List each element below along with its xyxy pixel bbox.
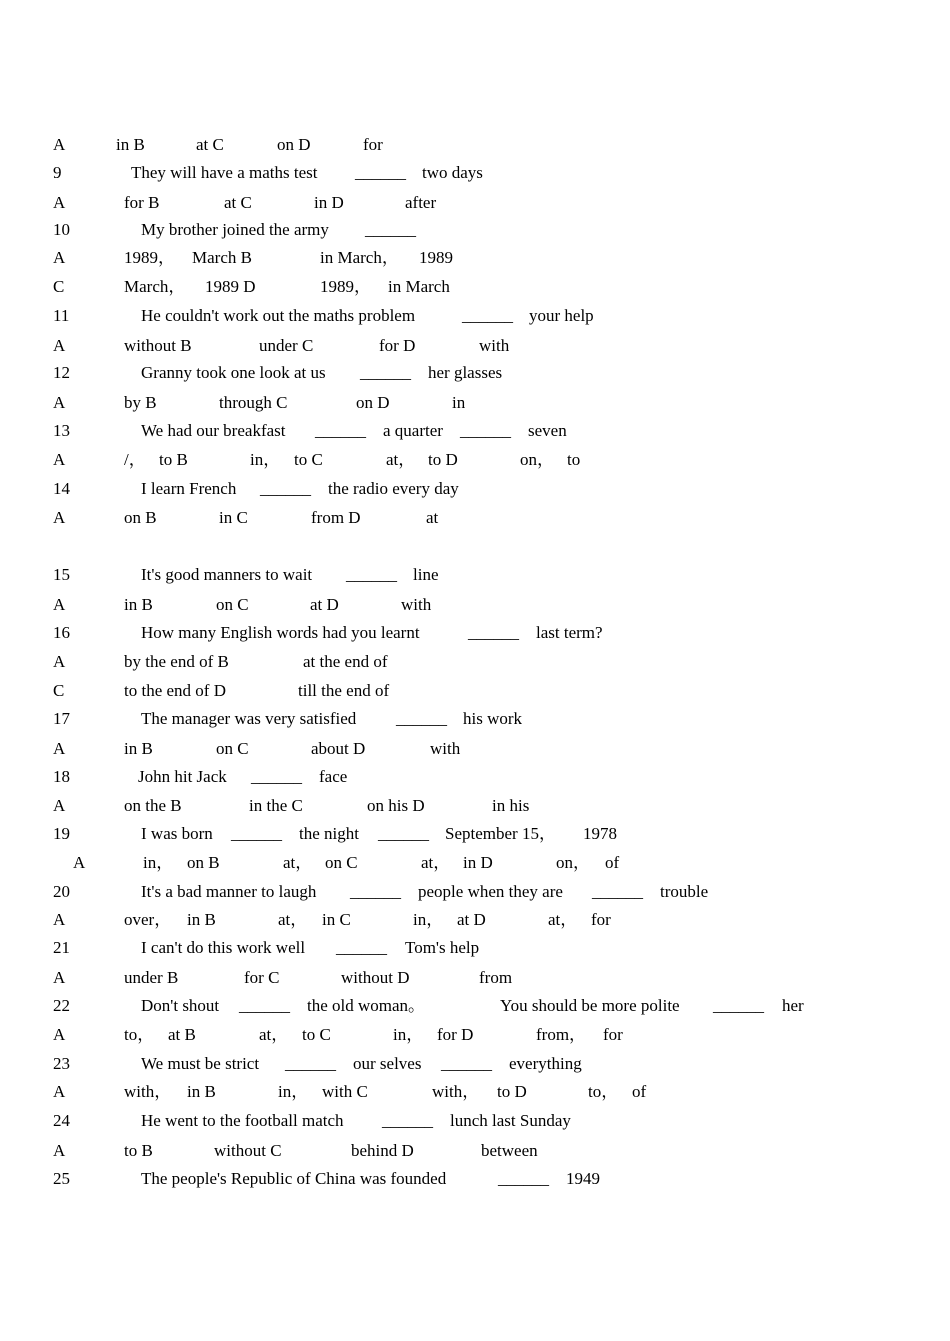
text-segment: everything (509, 1054, 582, 1073)
text-line (0, 651, 950, 677)
text-line (0, 1110, 950, 1136)
text-segment: How many English words had you learnt (141, 623, 420, 642)
text-segment: under C (259, 336, 314, 355)
text-segment: 16 (53, 623, 70, 642)
text-segment: 1989， (320, 277, 371, 296)
text-segment: He went to the football match (141, 1111, 344, 1130)
text-segment: people when they are (418, 882, 563, 901)
text-segment: by the end of B (124, 652, 229, 671)
answer-blank: ______ (441, 1054, 492, 1073)
text-line (0, 507, 950, 533)
text-segment: in the C (249, 796, 303, 815)
text-segment: 19 (53, 824, 70, 843)
text-segment: behind D (351, 1141, 414, 1160)
text-segment: for D (379, 336, 416, 355)
text-segment: 1989， (124, 248, 175, 267)
text-line (0, 219, 950, 245)
answer-blank: ______ (462, 306, 513, 325)
answer-blank: ______ (360, 363, 411, 382)
text-segment: in， (250, 450, 281, 469)
text-segment: of (605, 853, 620, 872)
text-line (0, 162, 950, 188)
text-line (0, 995, 950, 1021)
text-segment: A (53, 450, 66, 469)
text-segment: face (319, 767, 348, 786)
text-segment: at， (283, 853, 313, 872)
text-segment: to B (159, 450, 188, 469)
text-segment: to C (294, 450, 323, 469)
text-segment: at B (168, 1025, 196, 1044)
text-segment: on D (356, 393, 390, 412)
text-segment: A (53, 1025, 66, 1044)
text-segment: in March， (320, 248, 399, 267)
text-segment: for C (244, 968, 280, 987)
text-line (0, 967, 950, 993)
text-segment: 11 (53, 306, 70, 325)
text-segment: the radio every day (328, 479, 459, 498)
text-segment: on C (325, 853, 358, 872)
text-segment: 20 (53, 882, 70, 901)
answer-blank: ______ (315, 421, 366, 440)
text-segment: on， (520, 450, 554, 469)
answer-blank: ______ (239, 996, 290, 1015)
answer-blank: ______ (378, 824, 429, 843)
text-segment: It's good manners to wait (141, 565, 313, 584)
text-segment: in his (492, 796, 530, 815)
answer-blank: ______ (260, 479, 311, 498)
answer-blank: ______ (231, 824, 282, 843)
text-segment: in， (143, 853, 174, 872)
text-segment: 24 (53, 1111, 70, 1130)
text-segment: in B (116, 135, 145, 154)
text-segment: your help (529, 306, 594, 325)
answer-blank: ______ (285, 1054, 336, 1073)
text-line (0, 392, 950, 418)
text-segment: in D (463, 853, 493, 872)
text-line (0, 766, 950, 792)
text-segment: to B (124, 1141, 153, 1160)
text-segment: in， (393, 1025, 424, 1044)
answer-blank: ______ (460, 421, 511, 440)
text-segment: last term? (536, 623, 603, 642)
text-segment: 14 (53, 479, 70, 498)
text-line (0, 823, 950, 849)
text-segment: 21 (53, 938, 70, 957)
text-segment: for B (124, 193, 160, 212)
text-line (0, 478, 950, 504)
text-segment: 1949 (566, 1169, 600, 1188)
text-segment: We must be strict (141, 1054, 260, 1073)
text-segment: to， (588, 1082, 619, 1101)
text-segment: A (53, 652, 66, 671)
text-segment: in， (413, 910, 444, 929)
text-segment: with C (322, 1082, 368, 1101)
text-segment: at C (224, 193, 252, 212)
text-segment: on the B (124, 796, 182, 815)
text-segment: her (782, 996, 804, 1015)
text-line (0, 192, 950, 218)
text-segment: at， (278, 910, 308, 929)
text-line (0, 134, 950, 160)
text-segment: A (53, 968, 66, 987)
answer-blank: ______ (713, 996, 764, 1015)
text-segment: to the end of D (124, 681, 226, 700)
text-line (0, 1024, 950, 1050)
text-segment: C (53, 681, 65, 700)
text-segment: on C (216, 739, 249, 758)
answer-blank: ______ (498, 1169, 549, 1188)
text-segment: A (53, 393, 66, 412)
text-segment: to C (302, 1025, 331, 1044)
answer-blank: ______ (355, 163, 406, 182)
text-segment: I learn French (141, 479, 237, 498)
text-segment: between (481, 1141, 538, 1160)
text-segment: at D (457, 910, 486, 929)
text-segment: I was born (141, 824, 213, 843)
text-segment: A (53, 336, 66, 355)
text-segment: A (53, 508, 66, 527)
text-segment: of (632, 1082, 647, 1101)
text-segment: 13 (53, 421, 70, 440)
text-segment: from (479, 968, 513, 987)
text-segment: A (53, 1082, 66, 1101)
text-segment: line (413, 565, 439, 584)
text-segment: for (591, 910, 611, 929)
text-line (0, 881, 950, 907)
text-segment: 1978 (583, 824, 617, 843)
text-segment: in (452, 393, 466, 412)
text-segment: from D (311, 508, 361, 527)
text-segment: I can't do this work well (141, 938, 306, 957)
text-segment: on C (216, 595, 249, 614)
text-segment: in， (278, 1082, 309, 1101)
answer-blank: ______ (350, 882, 401, 901)
text-line (0, 564, 950, 590)
text-segment: We had our breakfast (141, 421, 286, 440)
text-segment: on B (124, 508, 157, 527)
text-segment: John hit Jack (138, 767, 227, 786)
answer-blank: ______ (365, 220, 416, 239)
text-segment: They will have a maths test (131, 163, 318, 182)
text-line (0, 305, 950, 331)
text-segment: A (53, 248, 66, 267)
text-line (0, 1168, 950, 1194)
text-line (0, 909, 950, 935)
text-segment: A (53, 135, 66, 154)
text-segment: without B (124, 336, 192, 355)
text-segment: 1989 D (205, 277, 256, 296)
text-segment: by B (124, 393, 157, 412)
text-segment: at， (548, 910, 578, 929)
text-segment: his work (463, 709, 523, 728)
text-line (0, 335, 950, 361)
text-segment: at， (386, 450, 416, 469)
text-segment: in March (388, 277, 450, 296)
text-segment: a quarter (383, 421, 443, 440)
text-segment: in B (187, 910, 216, 929)
text-segment: on his D (367, 796, 425, 815)
text-segment: A (53, 595, 66, 614)
answer-blank: ______ (396, 709, 447, 728)
text-segment: about D (311, 739, 366, 758)
text-segment: her glasses (428, 363, 503, 382)
text-segment: 9 (53, 163, 62, 182)
text-segment: The manager was very satisfied (141, 709, 357, 728)
text-segment: without D (341, 968, 410, 987)
text-segment: Granny took one look at us (141, 363, 326, 382)
text-segment: 17 (53, 709, 70, 728)
text-segment: to (567, 450, 581, 469)
text-segment: trouble (660, 882, 709, 901)
text-segment: till the end of (298, 681, 390, 700)
text-line (0, 449, 950, 475)
text-segment: C (53, 277, 65, 296)
text-segment: on， (556, 853, 590, 872)
text-segment: A (53, 796, 66, 815)
text-segment: for D (437, 1025, 474, 1044)
text-segment: 10 (53, 220, 70, 239)
text-segment: on B (187, 853, 220, 872)
text-line (0, 1140, 950, 1166)
text-segment: 22 (53, 996, 70, 1015)
text-segment: to， (124, 1025, 155, 1044)
text-segment: in C (219, 508, 248, 527)
text-line (0, 738, 950, 764)
text-segment: at the end of (303, 652, 388, 671)
text-line (0, 276, 950, 302)
text-segment: 1989 (419, 248, 453, 267)
text-segment: Don't shout (141, 996, 220, 1015)
text-line (0, 937, 950, 963)
text-line (0, 362, 950, 388)
answer-blank: ______ (346, 565, 397, 584)
text-line (0, 680, 950, 706)
text-segment: at D (310, 595, 339, 614)
text-segment: the night (299, 824, 359, 843)
text-segment: 18 (53, 767, 70, 786)
text-segment: over， (124, 910, 172, 929)
text-segment: A (53, 1141, 66, 1160)
text-segment: in B (187, 1082, 216, 1101)
text-segment: He couldn't work out the maths problem (141, 306, 416, 325)
text-segment: My brother joined the army (141, 220, 329, 239)
text-segment: our selves (353, 1054, 422, 1073)
text-segment: to D (497, 1082, 527, 1101)
text-line (0, 420, 950, 446)
text-segment: in B (124, 739, 153, 758)
text-line (0, 852, 950, 878)
text-line (0, 795, 950, 821)
answer-blank: ______ (336, 938, 387, 957)
text-segment: at (426, 508, 439, 527)
text-line (0, 1081, 950, 1107)
text-segment: to D (428, 450, 458, 469)
text-segment: You should be more polite (500, 996, 680, 1015)
text-segment: A (53, 910, 66, 929)
text-segment: 25 (53, 1169, 70, 1188)
text-segment: at， (421, 853, 451, 872)
text-segment: A (53, 739, 66, 758)
answer-blank: ______ (382, 1111, 433, 1130)
text-segment: /， (124, 450, 146, 469)
text-line (0, 1053, 950, 1079)
text-segment: 15 (53, 565, 70, 584)
text-segment: 23 (53, 1054, 70, 1073)
text-segment: lunch last Sunday (450, 1111, 571, 1130)
answer-blank: ______ (592, 882, 643, 901)
text-segment: 12 (53, 363, 70, 382)
text-segment: the old woman。 (307, 996, 426, 1015)
text-segment: two days (422, 163, 483, 182)
text-segment: The people's Republic of China was founded (141, 1169, 447, 1188)
text-segment: through C (219, 393, 288, 412)
text-segment: with (479, 336, 510, 355)
text-segment: in D (314, 193, 344, 212)
text-segment: after (405, 193, 437, 212)
answer-blank: ______ (251, 767, 302, 786)
text-line (0, 622, 950, 648)
text-segment: seven (528, 421, 567, 440)
text-segment: March， (124, 277, 186, 296)
text-segment: in C (322, 910, 351, 929)
text-segment: Tom's help (405, 938, 480, 957)
text-line (0, 594, 950, 620)
text-segment: for (603, 1025, 623, 1044)
text-segment: A (53, 193, 66, 212)
text-segment: under B (124, 968, 179, 987)
text-segment: with， (432, 1082, 480, 1101)
text-segment: without C (214, 1141, 282, 1160)
text-segment: in B (124, 595, 153, 614)
text-segment: at， (259, 1025, 289, 1044)
text-segment: It's a bad manner to laugh (141, 882, 317, 901)
text-segment: with (430, 739, 461, 758)
answer-blank: ______ (468, 623, 519, 642)
text-segment: with (401, 595, 432, 614)
text-line (0, 247, 950, 273)
text-segment: from， (536, 1025, 587, 1044)
text-line (0, 708, 950, 734)
text-segment: March B (192, 248, 252, 267)
text-segment: on D (277, 135, 311, 154)
text-segment: for (363, 135, 383, 154)
text-segment: with， (124, 1082, 172, 1101)
text-segment: September 15， (445, 824, 556, 843)
text-segment: at C (196, 135, 224, 154)
text-segment: A (73, 853, 86, 872)
